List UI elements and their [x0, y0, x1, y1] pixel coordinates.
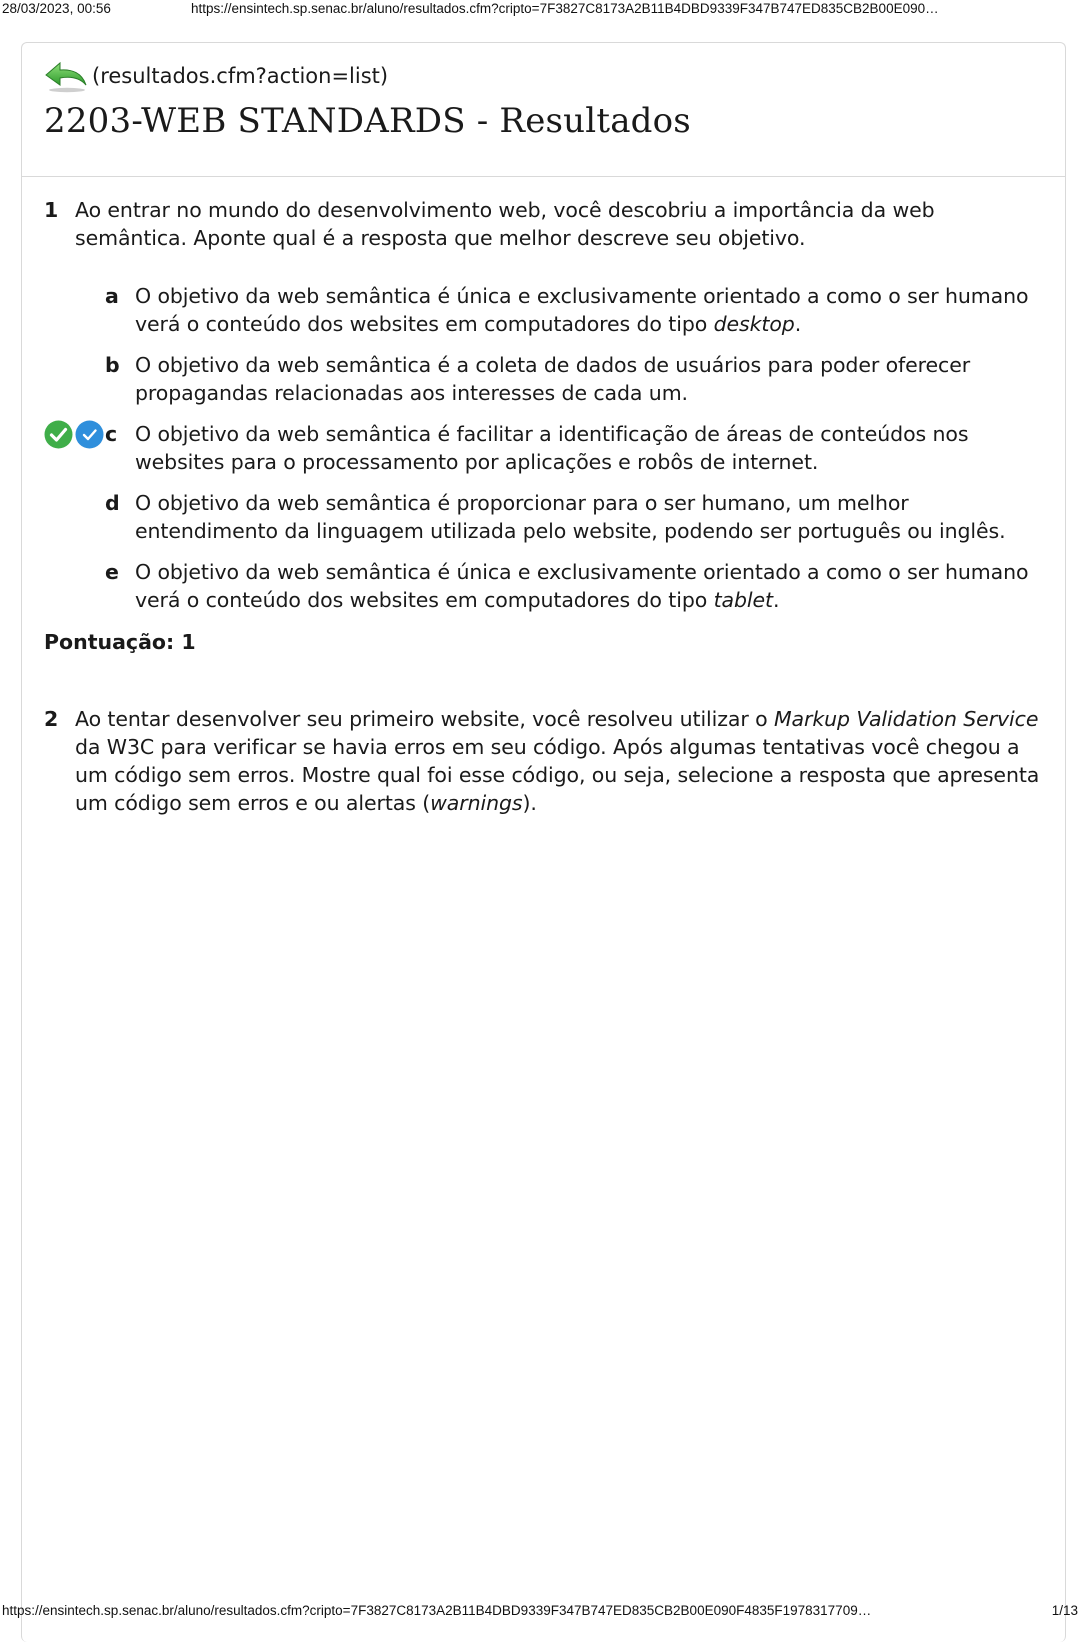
print-header-url: https://ensintech.sp.senac.br/aluno/resultados.cfm?cripto=7F3827C8173A2B11B4DBD9339F347B747ED835CB2B00E090…	[191, 1, 939, 16]
question-number: 2	[44, 707, 59, 731]
option-letter: b	[105, 353, 120, 377]
option-text: O objetivo da web semântica é proporcionar para o ser humano, um melhor entendimento da linguagem utilizada pelo website, podendo ser português ou inglês.	[135, 491, 1006, 543]
print-footer	[0, 1603, 1086, 1623]
option-b	[44, 351, 1044, 407]
selected-check-icon	[75, 420, 104, 449]
back-link-label: (resultados.cfm?action=list)	[92, 64, 389, 88]
print-footer-url: https://ensintech.sp.senac.br/aluno/resultados.cfm?cripto=7F3827C8173A2B11B4DBD9339F347B747ED835CB2B00E090F4835F1978317709…	[2, 1603, 872, 1618]
option-text: O objetivo da web semântica é única e exclusivamente orientado a como o ser humano verá o conteúdo dos websites em computadores do tipo desktop.	[135, 284, 1029, 336]
option-letter: d	[105, 491, 120, 515]
correct-check-icon	[44, 420, 73, 449]
question-text: Ao tentar desenvolver seu primeiro website, você resolveu utilizar o Markup Validation Service da W3C para verificar se havia erros em seu código. Após algumas tentativas você chegou a um código sem erros. Mostre qual foi esse código, ou seja, selecione a resposta que apresenta um código sem erros e ou alertas (warnings).	[75, 707, 1040, 815]
option-text: O objetivo da web semântica é a coleta de dados de usuários para poder oferecer propagandas relacionadas aos interesses de cada um.	[135, 353, 971, 405]
score: Pontuação: 1	[44, 630, 196, 654]
page-title: 2203-WEB STANDARDS - Resultados	[44, 101, 691, 141]
card-header	[22, 43, 1065, 177]
option-d	[44, 489, 1044, 545]
print-header	[0, 0, 1086, 20]
results-card	[21, 42, 1066, 1642]
option-a	[44, 282, 1044, 338]
option-text: O objetivo da web semântica é única e exclusivamente orientado a como o ser humano verá o conteúdo dos websites em computadores do tipo tablet.	[135, 560, 1029, 612]
green-back-arrow-icon	[44, 59, 88, 93]
option-e	[44, 558, 1044, 614]
option-text: O objetivo da web semântica é facilitar a identificação de áreas de conteúdos nos websites para o processamento por aplicações e robôs de internet.	[135, 422, 969, 474]
page-indicator: 1/13	[1051, 1603, 1078, 1618]
option-letter: a	[105, 284, 119, 308]
back-link[interactable]	[44, 59, 388, 93]
question-1	[44, 196, 1044, 656]
question-text: Ao entrar no mundo do desenvolvimento web, você descobriu a importância da web semântica. Aponte qual é a resposta que melhor descreve seu objetivo.	[75, 198, 935, 250]
question-2	[44, 705, 1044, 817]
option-c	[44, 420, 1044, 476]
answer-marks	[44, 420, 104, 449]
option-letter: e	[105, 560, 119, 584]
option-letter: c	[105, 422, 118, 446]
question-number: 1	[44, 198, 59, 222]
print-datetime: 28/03/2023, 00:56	[2, 1, 111, 16]
options-list	[44, 282, 1044, 614]
